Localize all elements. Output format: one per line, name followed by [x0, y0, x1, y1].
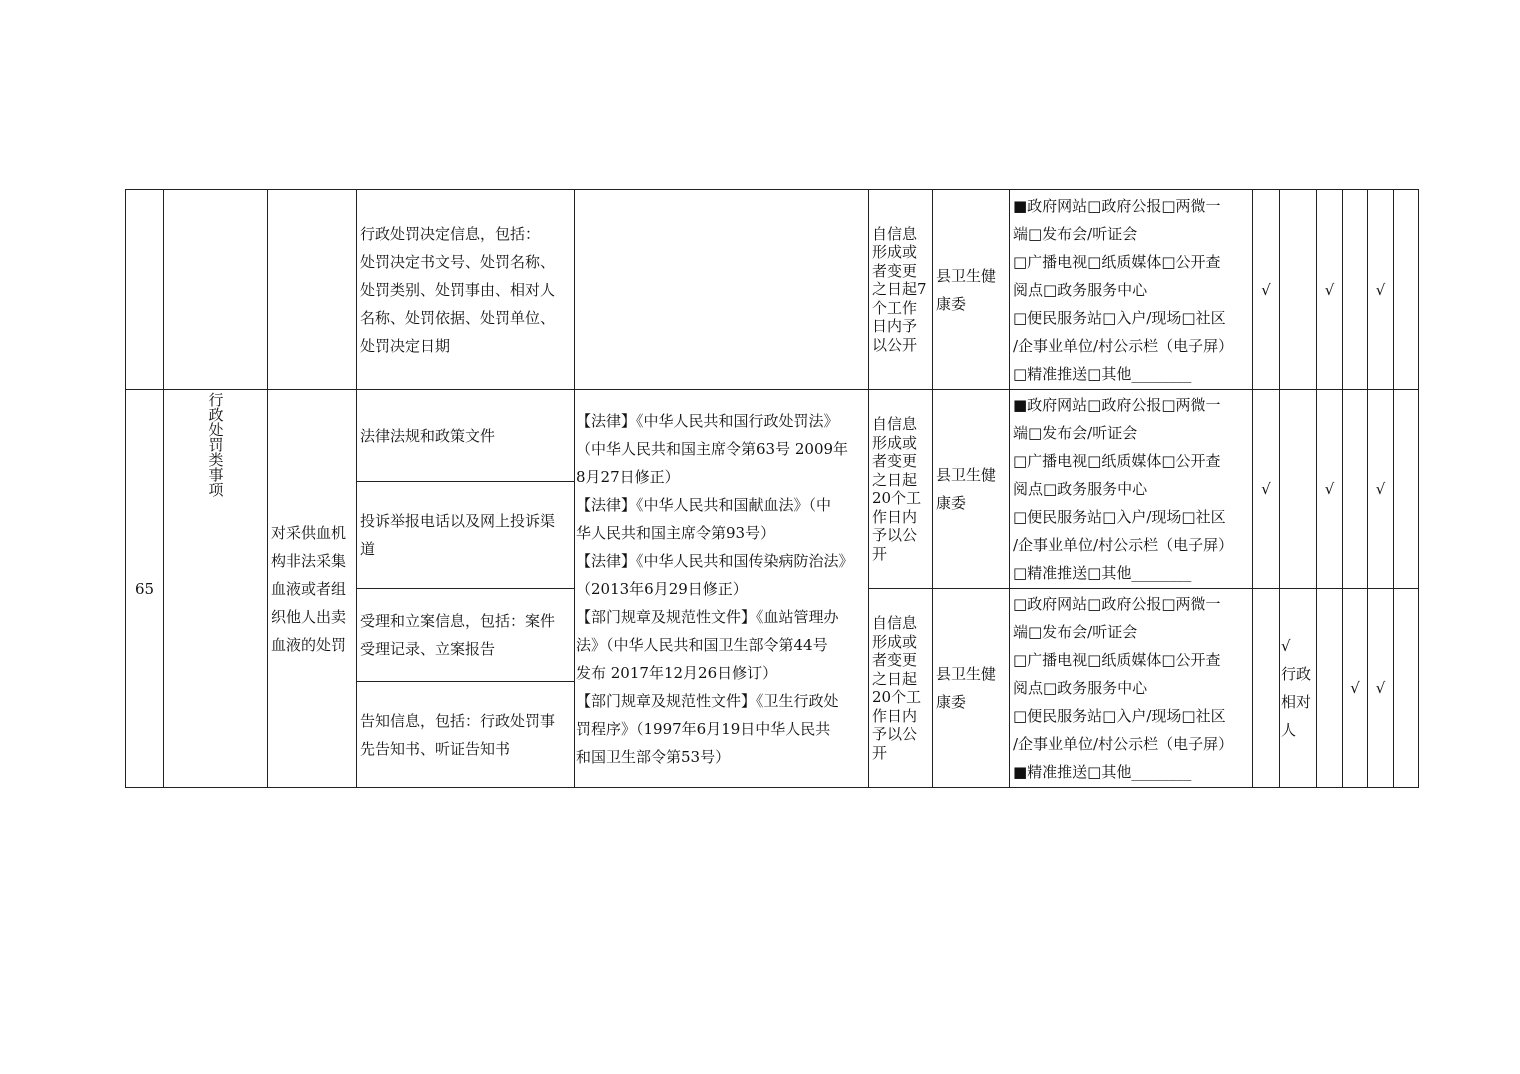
- content-cell: 行政处罚决定信息，包括： 处罚决定书文号、处罚名称、 处罚类别、处罚事由、相对人 名称、处罚依据、处罚单位、 处罚决定日期: [357, 190, 575, 390]
- disclosure-table: [125, 189, 1419, 788]
- check-cell: √: [1368, 589, 1394, 788]
- subject-cell: 县卫生健 康委: [933, 589, 1010, 788]
- item-cell-empty: [268, 190, 357, 390]
- seq-cell: 65: [126, 390, 164, 788]
- check-cell: √: [1253, 190, 1280, 390]
- time-limit-cell: 自信息 形成或 者变更 之日起 20个工 作日内 予以公 开: [869, 589, 933, 788]
- subject-cell: 县卫生健 康委: [933, 190, 1010, 390]
- check-cell: [1253, 589, 1280, 788]
- content-cell: 受理和立案信息，包括：案件 受理记录、立案报告: [357, 589, 575, 682]
- basis-cell-empty: [575, 190, 869, 390]
- table-row: [126, 390, 1419, 482]
- channels-cell: ■政府网站□政府公报□两微一 端□发布会/听证会 □广播电视□纸质媒体□公开查 阅点□政务服务中心 □便民服务站□入户/现场□社区 /企事业单位/村公示栏（电子屏） □精准推送□其他________: [1010, 190, 1253, 390]
- check-cell: √: [1317, 390, 1343, 589]
- check-cell: √: [1343, 589, 1368, 788]
- content-cell: 法律法规和政策文件: [357, 390, 575, 482]
- table-row: [126, 190, 1419, 390]
- category-cell-empty: [164, 190, 268, 390]
- check-cell: [1280, 190, 1317, 390]
- check-cell: √: [1368, 190, 1394, 390]
- subject-cell: 县卫生健 康委: [933, 390, 1010, 589]
- check-cell: [1280, 390, 1317, 589]
- check-cell: √: [1317, 190, 1343, 390]
- check-cell: [1394, 190, 1419, 390]
- check-cell: [1317, 589, 1343, 788]
- check-cell: √: [1368, 390, 1394, 589]
- check-cell: [1394, 390, 1419, 589]
- check-cell: √ 行政 相对 人: [1280, 589, 1317, 788]
- basis-cell: 【法律】《中华人民共和国行政处罚法》 （中华人民共和国主席令第63号 2009年 8月27日修正） 【法律】《中华人民共和国献血法》（中 华人民共和国主席令第93号） 【法律】《中华人民共和国传染病防治法》 （2013年6月29日修正） 【部门规章及规范性文件】《血站管理办 法》（中华人民共和国卫生部令第44号 发布 2017年12月26日修订） 【部门规章及规范性文件】《卫生行政处 罚程序》（1997年6月19日中华人民共 和国卫生部令第53号）: [575, 390, 869, 788]
- check-cell: [1343, 390, 1368, 589]
- check-cell: [1343, 190, 1368, 390]
- channels-cell: ■政府网站□政府公报□两微一 端□发布会/听证会 □广播电视□纸质媒体□公开查 阅点□政务服务中心 □便民服务站□入户/现场□社区 /企事业单位/村公示栏（电子屏） □精准推送□其他________: [1010, 390, 1253, 589]
- category-label: 行政处罚类事项: [206, 392, 225, 497]
- seq-cell-empty: [126, 190, 164, 390]
- time-limit-cell: 自信息 形成或 者变更 之日起 20个工 作日内 予以公 开: [869, 390, 933, 589]
- content-cell: 告知信息，包括：行政处罚事 先告知书、听证告知书: [357, 682, 575, 788]
- time-limit-cell: 自信息 形成或 者变更 之日起7 个工作 日内予 以公开: [869, 190, 933, 390]
- category-cell: [164, 390, 268, 788]
- check-cell: √: [1253, 390, 1280, 589]
- content-cell: 投诉举报电话以及网上投诉渠 道: [357, 482, 575, 589]
- channels-cell: □政府网站□政府公报□两微一 端□发布会/听证会 □广播电视□纸质媒体□公开查 阅点□政务服务中心 □便民服务站□入户/现场□社区 /企事业单位/村公示栏（电子屏） ■精准推送□其他________: [1010, 589, 1253, 788]
- item-cell: 对采供血机 构非法采集 血液或者组 织他人出卖 血液的处罚: [268, 390, 357, 788]
- check-cell: [1394, 589, 1419, 788]
